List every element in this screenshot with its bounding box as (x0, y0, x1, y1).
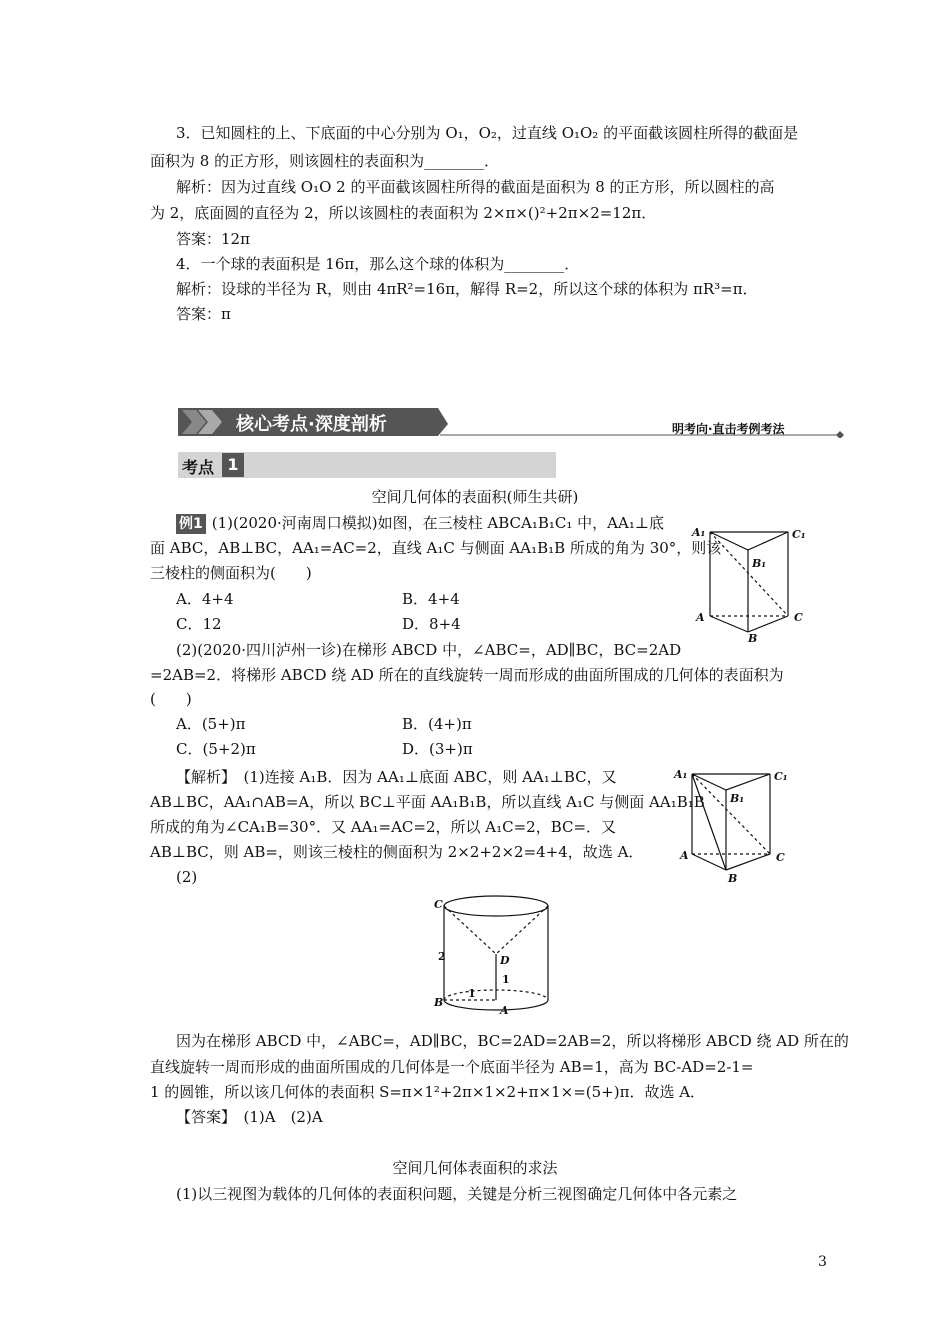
analysis-line5: (2) (176, 868, 198, 886)
option-a2: A．(5+)π (176, 715, 246, 733)
analysis-line4: AB⊥BC，则 AB=，则该三棱柱的侧面积为 2×2+2×2=4+4，故选 A． (150, 843, 644, 861)
option-c2: C．(5+2)π (176, 740, 256, 758)
fig2-label-a1: A₁ (674, 768, 688, 781)
fig3-label-c: C (434, 898, 443, 911)
fig1-label-b1: B₁ (752, 557, 767, 570)
method-line1: (1)以三视图为载体的几何体的表面积问题，关键是分析三视图确定几何体中各元素之 (176, 1185, 738, 1203)
banner-subtitle: 明考向·直击考例考法 (672, 422, 785, 436)
fig1-label-c: C (794, 611, 803, 624)
answer-line: 【答案】 (1)A (2)A (176, 1108, 323, 1126)
q4-solution: 解析：设球的半径为 R，则由 4πR²=16π，解得 R=2，所以这个球的体积为 πR³=π． (176, 280, 758, 298)
page-number: 3 (818, 1254, 827, 1270)
q4-line1: 4．一个球的表面积是 16π，那么这个球的体积为________． (176, 255, 580, 273)
option-b2: B．(4+)π (402, 715, 472, 733)
fig3-label-b: B (434, 996, 444, 1009)
banner-title: 核心考点·深度剖析 (236, 414, 387, 435)
fig2-label-a: A (680, 849, 689, 862)
option-a1: A．4+4 (176, 590, 234, 608)
analysis-line8: 1 的圆锥，所以该几何体的表面积 S=π×1²+2π×1×2+π×1×=(5+)π．故选 A． (150, 1083, 706, 1101)
fig1-label-a: A (696, 611, 705, 624)
fig2-label-c: C (776, 851, 785, 864)
analysis-line7: 直线旋转一周而形成的曲面所围成的几何体是一个底面半径为 AB=1，高为 BC-AD=2-1= (150, 1058, 754, 1076)
fig2-label-b: B (728, 872, 738, 885)
fig1-label-b: B (748, 632, 758, 645)
kaodian-number: 1 (222, 453, 244, 477)
q3-solution-line1: 解析：因为过直线 O₁O 2 的平面截该圆柱所得的截面是面积为 8 的正方形，所以圆柱的高 (176, 178, 775, 196)
fig3-label-d: D (500, 954, 510, 967)
analysis-line2: AB⊥BC，AA₁∩AB=A，所以 BC⊥平面 AA₁B₁B，所以直线 A₁C 与侧面 AA₁B₁B (150, 793, 705, 811)
method-title: 空间几何体表面积的求法 (392, 1159, 558, 1177)
fig3-label-1-vertical: 1 (502, 973, 510, 986)
q3-answer: 答案：12π (176, 230, 250, 248)
fig2-label-b1: B₁ (730, 792, 745, 805)
option-d2: D．(3+)π (402, 740, 473, 758)
fig1-label-c1: C₁ (792, 528, 806, 541)
fig3-label-2: 2 (438, 950, 446, 963)
fig3-label-1-horizontal: 1 (468, 987, 476, 1000)
option-c1: C．12 (176, 615, 222, 633)
option-d1: D．8+4 (402, 615, 461, 633)
kaodian-title: 空间几何体的表面积(师生共研) (371, 488, 579, 506)
prism-figure-2 (672, 762, 802, 887)
example-line1 (176, 513, 664, 534)
example-p2-line2: =2AB=2．将梯形 ABCD 绕 AD 所在的直线旋转一周而形成的曲面所围成的几何体的表面积为 (150, 666, 784, 684)
option-b1: B．4+4 (402, 590, 460, 608)
example-tag: 例1 (176, 514, 206, 534)
analysis-line3: 所成的角为∠CA₁B=30°．又 AA₁=AC=2，所以 A₁C=2，BC=．又 (150, 818, 617, 836)
analysis-line1: 【解析】 (1)连接 A₁B．因为 AA₁⊥底面 ABC，则 AA₁⊥BC，又 (176, 768, 617, 786)
example-p1-line2: 面 ABC，AB⊥BC，AA₁=AC=2，直线 A₁C 与侧面 AA₁B₁B 所成的角为 30°，则该 (150, 539, 722, 557)
q3-line1: 3．已知圆柱的上、下底面的中心分别为 O₁，O₂，过直线 O₁O₂ 的平面截该圆柱所得的截面是 (176, 124, 799, 142)
fig3-label-a: A (500, 1004, 509, 1017)
example-p2-line3: ( ) (150, 690, 192, 708)
analysis-line6: 因为在梯形 ABCD 中，∠ABC=，AD∥BC，BC=2AD=2AB=2，所以将梯形 ABCD 绕 AD 所在的 (176, 1032, 849, 1050)
fig1-label-a1: A₁ (692, 526, 706, 539)
q4-answer: 答案：π (176, 305, 231, 323)
kaodian-label: 考点 (182, 458, 215, 477)
example-p1-line3: 三棱柱的侧面积为( ) (150, 564, 312, 582)
prism-figure-1 (690, 520, 820, 645)
example-p1-line1: (1)(2020·河南周口模拟)如图，在三棱柱 ABCA₁B₁C₁ 中，AA₁⊥底 (211, 514, 664, 532)
q3-line2: 面积为 8 的正方形，则该圆柱的表面积为________． (150, 152, 500, 170)
q3-solution-line2: 为 2，底面圆的直径为 2，所以该圆柱的表面积为 2×π×()²+2π×2=12π． (150, 204, 657, 222)
cylinder-figure (430, 888, 560, 1023)
fig2-label-c1: C₁ (774, 770, 788, 783)
example-p2-line1: (2)(2020·四川泸州一诊)在梯形 ABCD 中，∠ABC=，AD∥BC，BC=2AD (176, 641, 682, 659)
